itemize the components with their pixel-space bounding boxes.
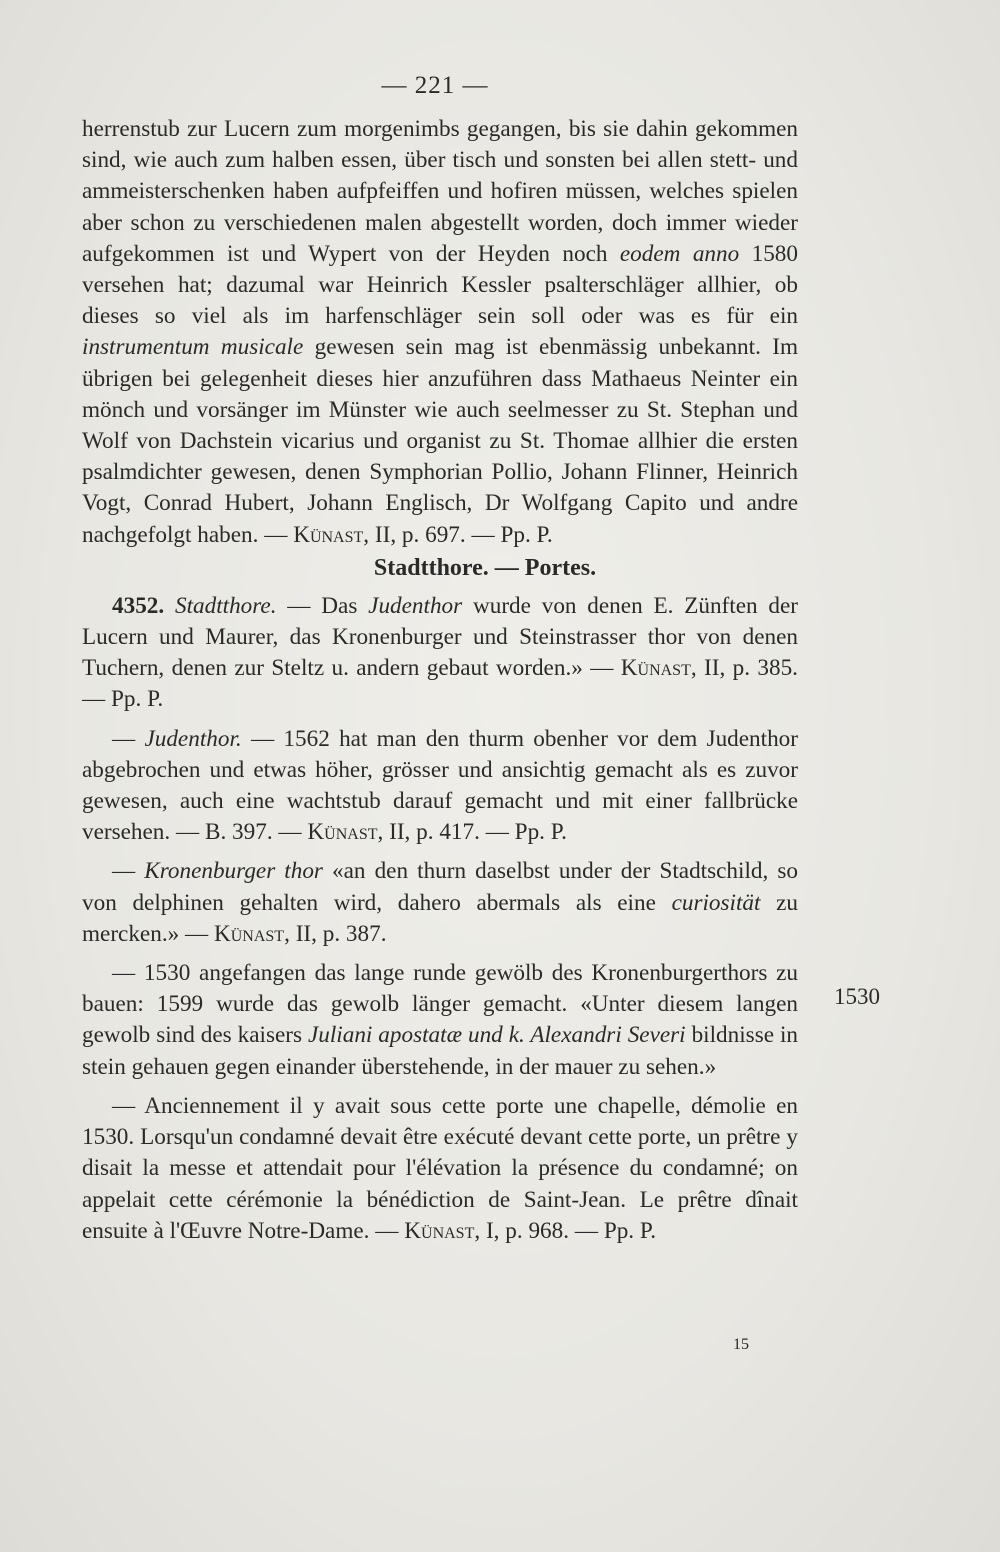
continuation-text-1: herrenstub zur Lucern zum morgenimbs gegangen, bis sie dahin gekommen sind, wie auch zum halben essen, über tisch und sonsten bei allen stett- und ammeisterschenken haben aufpfeiffen und hofiren müssen, welches spielen aber schon zu verschiedenen malen abgestellt worden, doch immer wieder aufgekommen ist und Wypert von der Heyden noch xyxy=(82,116,798,267)
gewoelb-text-2: bildnisse in stein gehauen gegen einander überstehende, in der mauer zu sehen.» xyxy=(82,1022,798,1080)
chapelle-text: — Anciennement il y avait sous cette porte une chapelle, démolie en 1530. Lorsqu'un condamné devait être exécuté devant cette porte, un prêtre y disait la messe et attendait pour l'élévation la présence du condamné; on appelait cette cérémonie la bénédiction de Saint-Jean. Le prêtre dînait ensuite à l'Œuvre Notre-Dame. — xyxy=(82,1092,798,1244)
continuation-italic-2: instrumentum musicale xyxy=(82,334,304,361)
entry-italic-judenthor: Judenthor xyxy=(368,592,463,619)
kronenburger-title: Kronenburger thor xyxy=(144,858,323,885)
entry-title: Stadtthore. xyxy=(174,592,277,619)
continuation-paragraph xyxy=(82,114,798,551)
citation-ref: , II, p. 387. xyxy=(284,920,387,947)
author-citation: Künast xyxy=(620,655,691,682)
entry-text-1: — Das xyxy=(276,592,369,619)
gewoelb-italic: Juliani apostatæ und k. Alexandri Severi xyxy=(307,1022,686,1049)
gewoelb-paragraph xyxy=(82,958,798,1083)
kronenburger-text-1: «an den thurn daselbst under der Stadtschild, so von delphinen gehalten wird, dahero abermals als eine xyxy=(82,858,798,916)
gewoelb-text-1: — 1530 angefangen das lange runde gewölb des Kronenburgerthors zu bauen: 1599 wurde das gewolb länger gemacht. «Unter diesem langen gewolb sind des kaisers xyxy=(82,960,798,1049)
kronenburger-paragraph xyxy=(82,856,798,950)
citation-ref: , II, p. 385. — Pp. P. xyxy=(82,655,798,713)
chapelle-paragraph xyxy=(82,1091,798,1247)
judenthor-paragraph xyxy=(82,724,798,849)
author-citation: Künast xyxy=(404,1217,475,1244)
continuation-text-3: gewesen sein mag ist ebenmässig unbekannt. Im übrigen bei gelegenheit dieses hier anzuführen dass Mathaeus Neinter ein mönch und vorsänger im Münster wie auch seelmesser zu St. Stephan und Wolf von Dachstein vicarius und organist zu St. Thomae allhier die ersten psalmdichter gewesen, denen Symphorian Pollio, Johann Flinner, Heinrich Vogt, Conrad Hubert, Johann Englisch, Dr Wolfgang Capito und andre nachgefolgt haben. — xyxy=(82,334,798,548)
kronenburger-text-2: zu mercken.» — xyxy=(82,889,799,947)
page-number: — 221 — xyxy=(381,72,489,99)
continuation-italic-1: eodem anno xyxy=(619,240,740,267)
signature-mark: 15 xyxy=(733,1336,749,1353)
author-citation: Künast xyxy=(214,920,285,947)
entry-number: 4352. xyxy=(112,592,165,619)
dash-lead: — xyxy=(112,858,145,885)
judenthor-title: Judenthor. xyxy=(144,725,242,752)
entry-paragraph xyxy=(82,591,798,716)
body-text xyxy=(82,114,798,1247)
continuation-text-2: 1580 versehen hat; dazumal war Heinrich Kessler psalterschläger allhier, ob dieses so viel als im harfenschläger sein soll oder was es für ein xyxy=(82,240,798,330)
citation-ref: , II, p. 417. — Pp. P. xyxy=(377,819,567,846)
entry-text-2: wurde von denen E. Zünften der Lucern und Maurer, das Kronenburger und Steinstrasser thor von denen Tuchern, denen zur Steltz u. andern gebaut worden.» — xyxy=(82,592,799,682)
judenthor-text: — 1562 hat man den thurm obenher vor dem Judenthor abgebrochen und etwas höher, grösser und ansichtig gemacht als es zuvor gewesen, auch eine wachtstub darauf gemacht und mit einer fallbrücke versehen. — B. 397. — xyxy=(82,725,798,846)
citation-ref: , II, p. 697. — Pp. P. xyxy=(363,521,553,548)
dash-lead: — xyxy=(112,725,145,752)
citation-ref: , I, p. 968. — Pp. P. xyxy=(474,1217,657,1244)
margin-note-year: 1530 xyxy=(834,984,880,1009)
author-citation: Künast xyxy=(293,521,364,548)
kronenburger-italic-2: curiosität xyxy=(671,889,761,916)
section-heading: Stadtthore. — Portes. xyxy=(373,554,597,581)
author-citation: Künast xyxy=(307,819,378,846)
